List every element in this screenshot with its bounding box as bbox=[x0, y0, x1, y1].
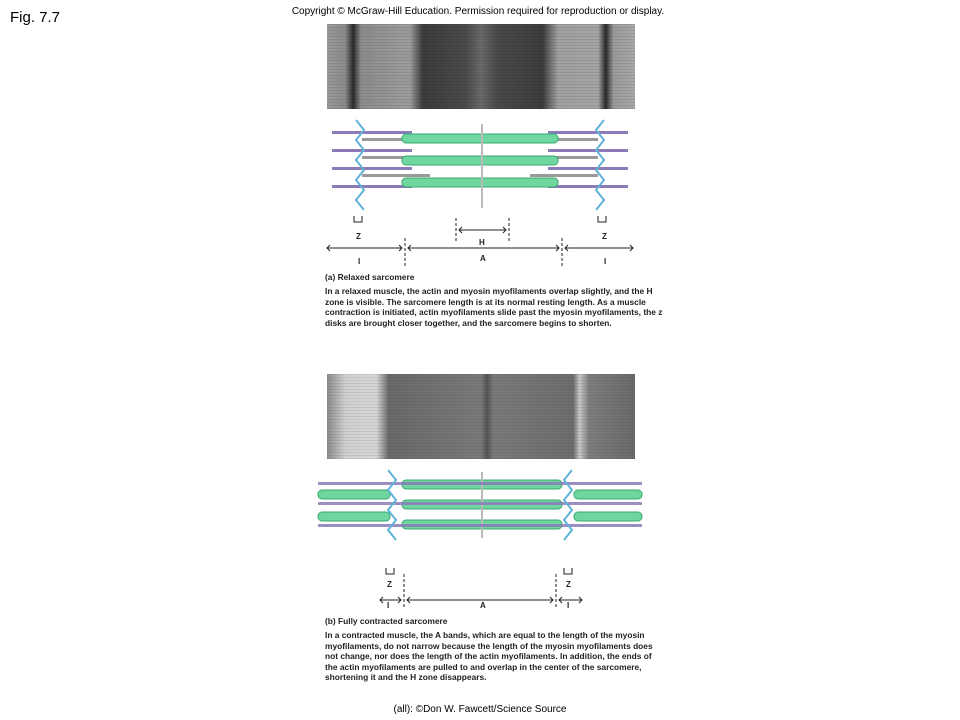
sarcomere-diagram-contracted bbox=[310, 466, 650, 616]
h-zone-label: H bbox=[479, 238, 485, 247]
credit-text: (all): ©Don W. Fawcett/Science Source bbox=[393, 704, 567, 715]
copyright-text: Copyright © McGraw-Hill Education. Permission required for reproduction or display. bbox=[291, 6, 665, 17]
a-band-label-contracted: A bbox=[480, 601, 486, 610]
i-band-label-left: I bbox=[358, 257, 361, 266]
image-credit bbox=[0, 704, 960, 715]
figure-label: Fig. 7.7 bbox=[10, 9, 61, 26]
a-band-label: A bbox=[480, 254, 486, 263]
caption-contracted bbox=[325, 616, 665, 682]
sarcomere-diagram-relaxed bbox=[310, 112, 650, 272]
i-band-label-right: I bbox=[604, 257, 607, 266]
copyright-notice bbox=[0, 6, 960, 17]
z-label-left: Z bbox=[356, 232, 361, 241]
caption-text-relaxed: In a relaxed muscle, the actin and myosin myofilaments overlap slightly, and the H zone is visible. The sarcomere length is at its normal resting length. As a muscle contraction is initiated, actin myofilaments slide past the myosin myofilaments, the z disks are brought closer together, and the sarcomere begins to shorten. bbox=[325, 286, 663, 328]
i-band-label-left-contracted: I bbox=[387, 601, 390, 610]
myosin-filaments bbox=[402, 124, 558, 208]
micrograph-relaxed bbox=[327, 24, 635, 109]
caption-title-contracted: (b) Fully contracted sarcomere bbox=[325, 616, 448, 626]
z-label-left-contracted: Z bbox=[387, 580, 392, 589]
caption-title-relaxed: (a) Relaxed sarcomere bbox=[325, 272, 415, 282]
micrograph-contracted bbox=[327, 374, 635, 459]
caption-relaxed bbox=[325, 272, 665, 328]
caption-text-contracted: In a contracted muscle, the A bands, which are equal to the length of the myosin myofilaments, do not narrow because the length of the myosin myofilaments does not change, nor does the length of the actin myofilaments. In addition, the ends of the actin myofilaments are pulled to and overlap in the center of the sarcomere, shortening it and the H zone disappears. bbox=[325, 630, 653, 683]
i-band-label-right-contracted: I bbox=[567, 601, 570, 610]
z-label-right-contracted: Z bbox=[566, 580, 571, 589]
z-label-right: Z bbox=[602, 232, 607, 241]
